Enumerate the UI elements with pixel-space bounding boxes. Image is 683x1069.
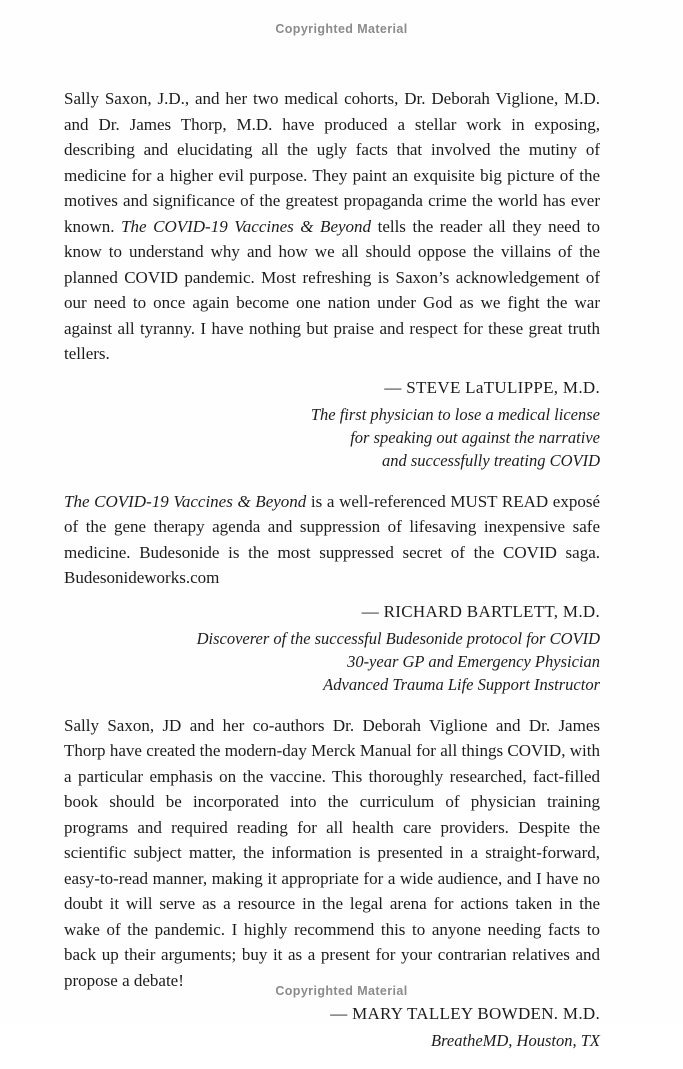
- endorsement-attribution: — MARY TALLEY BOWDEN. M.D.: [330, 1004, 600, 1023]
- credential-line: The first physician to lose a medical license: [310, 404, 600, 424]
- endorsement-credentials: [64, 403, 600, 472]
- endorsement-quote: The COVID-19 Vaccines & Beyond is a well-referenced MUST READ exposé of the gene therapy agenda and suppression of lifesaving inexpensive safe medicine. Budesonide is the most suppressed secret of the COVID saga. Budesonideworks.com: [64, 491, 600, 587]
- copyright-notice-top: Copyrighted Material: [275, 22, 408, 36]
- endorsement-credentials: [64, 1029, 600, 1052]
- credential-line: for speaking out against the narrative: [350, 427, 600, 447]
- endorsement-quote: Sally Saxon, JD and her co-authors Dr. Deborah Viglione and Dr. James Thorp have created the modern-day Merck Manual for all things COVID, with a particular emphasis on the vaccine. This thoroughly researched, fact-filled book should be incorporated into the curriculum of physician training programs and required reading for all health care providers. Despite the scientific subject matter, the information is presented in a straight-forward, easy-to-read manner, making it appropriate for a wide audience, and I have no doubt it will serve as a resource in the legal arena for actions taken in the wake of the pandemic. I highly recommend this to anyone needing facts to back up their arguments; buy it as a present for your contrarian relatives and propose a debate!: [64, 715, 600, 990]
- endorsement-attribution: — STEVE LaTULIPPE, M.D.: [384, 377, 600, 397]
- endorsement-quote: Sally Saxon, J.D., and her two medical cohorts, Dr. Deborah Viglione, M.D. and Dr. James Thorp, M.D. have produced a stellar work in exposing, describing and elucidating all the ugly facts that involved the mutiny of medicine for a higher evil purpose. They paint an exquisite big picture of the motives and significance of the greatest propaganda crime the world has ever known. The COVID-19 Vaccines & Beyond tells the reader all they need to know to understand why and how we all should oppose the villains of the planned COVID pandemic. Most refreshing is Saxon’s acknowledgement of our need to once again become one nation under God as we fight the war against all tyranny. I have nothing but praise and respect for these great truth tellers.: [64, 89, 600, 363]
- endorsements-content: [64, 86, 600, 1069]
- credential-line: and successfully treating COVID: [382, 450, 600, 470]
- endorsement-credentials: [64, 627, 600, 696]
- endorsement-attribution: — RICHARD BARTLETT, M.D.: [361, 601, 600, 621]
- copyright-notice-bottom: Copyrighted Material: [275, 984, 408, 998]
- endorsement-bartlett: [64, 489, 600, 696]
- credential-line: 30-year GP and Emergency Physician: [347, 651, 600, 671]
- endorsement-bowden: [64, 713, 600, 1053]
- credential-line: Advanced Trauma Life Support Instructor: [323, 674, 600, 694]
- endorsement-latulippe: [64, 86, 600, 472]
- credential-line: Discoverer of the successful Budesonide protocol for COVID: [196, 628, 600, 648]
- credential-line: BreatheMD, Houston, TX: [431, 1031, 600, 1050]
